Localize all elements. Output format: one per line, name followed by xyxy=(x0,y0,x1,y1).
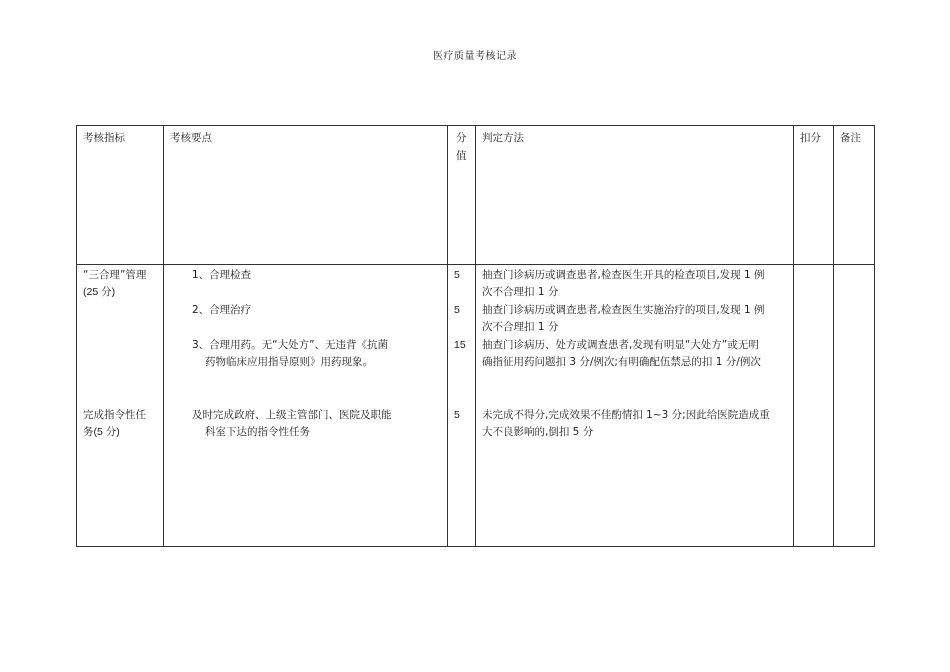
score-value: 5 xyxy=(454,409,460,421)
table-body-row xyxy=(77,265,875,547)
key-point-item: 2、合理治疗 xyxy=(192,304,252,316)
method-item: 抽查门诊病历、处方或调查患者,发现有明显“大处方”或无明 确指征用药问题扣 3 分/例次;有明确配伍禁忌的扣 1 分/例次 xyxy=(482,339,761,368)
remark-cell xyxy=(834,265,875,547)
key-point-item: 1、合理检查 xyxy=(192,269,252,281)
header-deduction: 扣分 xyxy=(794,126,834,265)
key-points-cell xyxy=(164,265,448,547)
header-method: 判定方法 xyxy=(476,126,794,265)
score-value: 5 xyxy=(454,269,460,281)
method-item: 抽查门诊病历或调查患者,检查医生实施治疗的项目,发现 1 例 次不合理扣 1 分 xyxy=(482,304,765,333)
score-value: 15 xyxy=(454,339,466,351)
score-value: 5 xyxy=(454,304,460,316)
header-remark: 备注 xyxy=(834,126,875,265)
key-point-item: 及时完成政府、上级主管部门、医院及职能 科室下达的指令性任务 xyxy=(192,409,392,438)
document-title: 医疗质量考核记录 xyxy=(433,51,517,62)
assessment-table xyxy=(76,125,875,547)
indicator-mandatory-task-score: 务(5 分) xyxy=(83,426,120,438)
header-score: 分 值 xyxy=(448,126,476,265)
indicator-three-reasonable-score: (25 分) xyxy=(83,286,116,298)
indicator-cell xyxy=(77,265,164,547)
indicator-three-reasonable: “三合理”管理 xyxy=(83,269,147,281)
indicator-mandatory-task: 完成指令性任 xyxy=(83,409,146,421)
key-point-item: 3、合理用药。无“大处方”、无违背《抗菌 药物临床应用指导原则》用药现象。 xyxy=(192,339,389,368)
header-key-points: 考核要点 xyxy=(164,126,448,265)
table-header-row xyxy=(77,126,875,265)
header-indicator: 考核指标 xyxy=(77,126,164,265)
method-cell xyxy=(476,265,794,547)
method-item: 未完成不得分,完成效果不佳酌情扣 1~3 分;因此给医院造成重 大不良影响的,倒扣 5 分 xyxy=(482,409,770,438)
deduction-cell xyxy=(794,265,834,547)
method-item: 抽查门诊病历或调查患者,检查医生开具的检查项目,发现 1 例 次不合理扣 1 分 xyxy=(482,269,765,298)
score-cell xyxy=(448,265,476,547)
